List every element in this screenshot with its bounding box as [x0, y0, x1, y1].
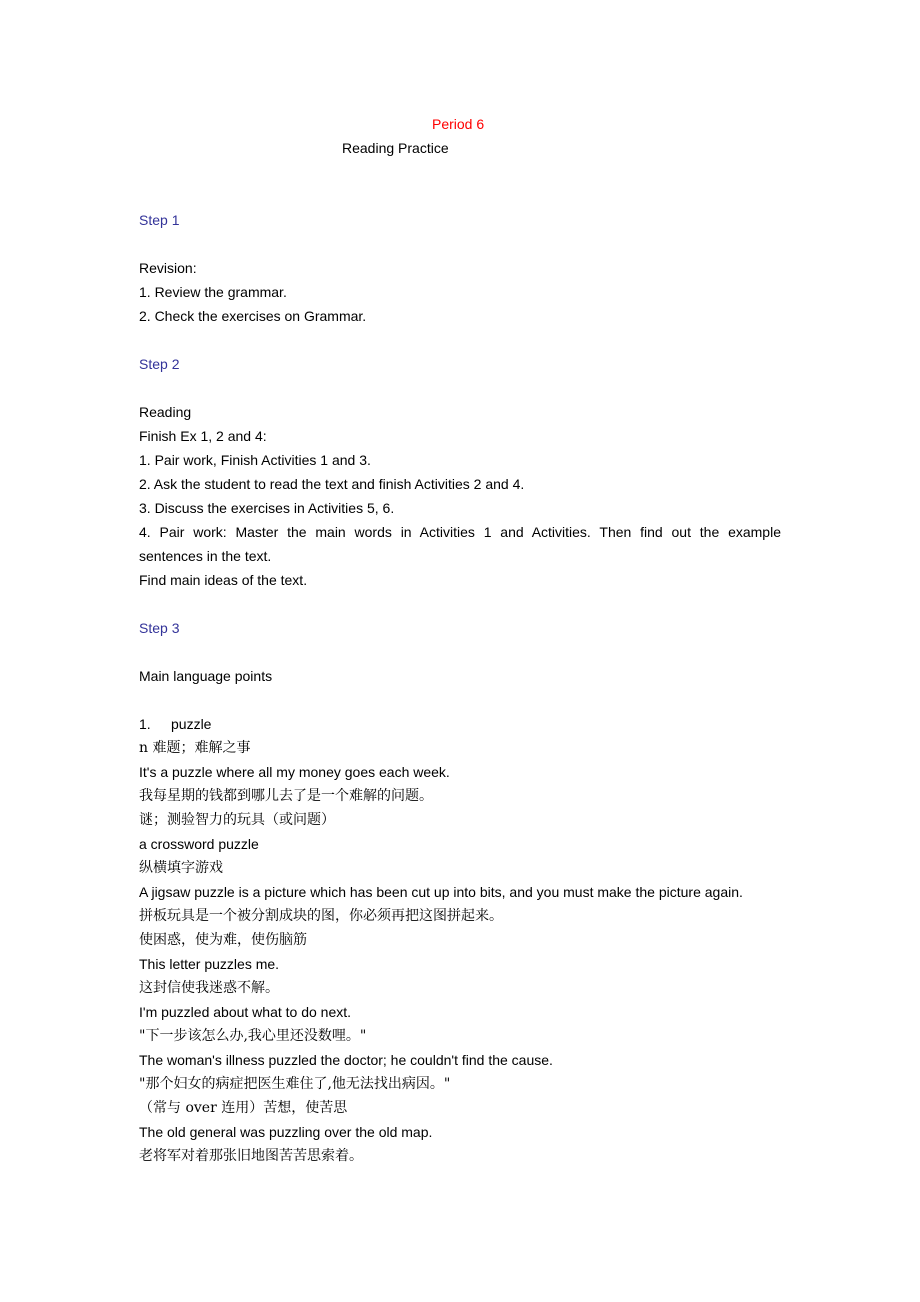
step1-item: 1. Review the grammar. — [139, 284, 287, 300]
translation-line: 我每星期的钱都到哪儿去了是一个难解的问题。 — [139, 788, 433, 804]
step2-item: 2. Ask the student to read the text and finish Activities 2 and 4. — [139, 476, 525, 492]
example-line: I'm puzzled about what to do next. — [139, 1004, 352, 1020]
definition-line: 使困惑，使为难，使伤脑筋 — [139, 932, 307, 948]
example-line: A jigsaw puzzle is a picture which has been cut up into bits, and you must make the picture again. — [139, 884, 743, 900]
definition-line: 谜；测验智力的玩具（或问题） — [139, 812, 335, 828]
step3-label: Main language points — [139, 668, 273, 684]
translation-line: 这封信使我迷惑不解。 — [139, 980, 279, 996]
example-line: It's a puzzle where all my money goes each week. — [139, 764, 450, 780]
translation-line: "下一步该怎么办,我心里还没数哩。" — [139, 1028, 367, 1044]
example-line: This letter puzzles me. — [139, 956, 280, 972]
step1-heading: Step 1 — [139, 212, 180, 228]
step2-item: 4. Pair work: Master the main words in Activities 1 and Activities. Then find out the example — [139, 524, 781, 540]
step3-heading: Step 3 — [139, 620, 180, 636]
example-line: The old general was puzzling over the old map. — [139, 1124, 433, 1140]
translation-line: "那个妇女的病症把医生难住了,他无法找出病因。" — [139, 1076, 451, 1092]
definition-line: （常与 over 连用）苦想，使苦思 — [139, 1100, 348, 1116]
step2-heading: Step 2 — [139, 356, 180, 372]
vocab-word-entry — [139, 712, 211, 736]
translation-line: 纵横填字游戏 — [139, 860, 223, 876]
translation-line: 老将军对着那张旧地图苦苦思索着。 — [139, 1148, 363, 1164]
step2-closing: Find main ideas of the text. — [139, 572, 308, 588]
example-line: The woman's illness puzzled the doctor; he couldn't find the cause. — [139, 1052, 553, 1068]
step2-intro: Finish Ex 1, 2 and 4: — [139, 428, 267, 444]
translation-line: 拼板玩具是一个被分割成块的图，你必须再把这图拼起来。 — [139, 908, 503, 924]
lesson-subtitle: Reading Practice — [342, 140, 449, 156]
example-line: a crossword puzzle — [139, 836, 259, 852]
step2-item: 3. Discuss the exercises in Activities 5, 6. — [139, 500, 395, 516]
step1-label: Revision: — [139, 260, 197, 276]
vocab-word: puzzle — [171, 716, 212, 732]
step2-item-continued: sentences in the text. — [139, 548, 272, 564]
definition-line: n 难题；难解之事 — [139, 740, 251, 756]
vocab-number: 1. — [139, 716, 151, 732]
period-title: Period 6 — [432, 116, 485, 132]
step2-label: Reading — [139, 404, 192, 420]
step1-item: 2. Check the exercises on Grammar. — [139, 308, 367, 324]
step2-item: 1. Pair work, Finish Activities 1 and 3. — [139, 452, 371, 468]
